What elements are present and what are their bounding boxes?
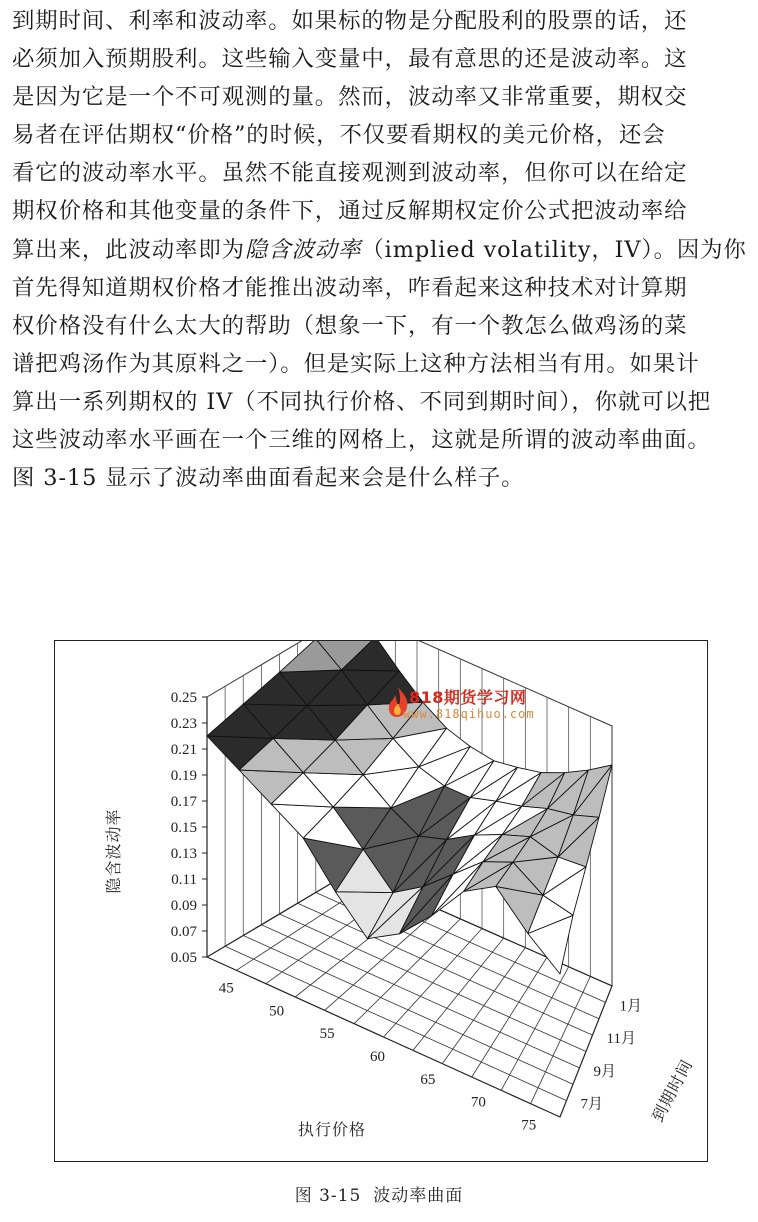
text-segment: （implied volatility，IV）。因为你 — [361, 236, 747, 263]
y-axis-label: 到期时间 — [649, 1056, 697, 1125]
z-tick-label: 0.15 — [170, 820, 197, 836]
x-axis-label: 执行价格 — [297, 1122, 367, 1139]
x-tick-label: 45 — [218, 980, 234, 997]
z-tick-label: 0.13 — [170, 846, 197, 862]
body-text — [12, 2, 752, 497]
text-segment: 必须加入预期股利。这些输入变量中，最有意思的还是波动率。这 — [12, 46, 688, 73]
x-tick-label: 50 — [269, 1003, 285, 1020]
watermark-title: 818期货学习网 — [409, 688, 527, 707]
z-tick-label: 0.07 — [170, 924, 197, 940]
text-segment: 权价格没有什么太大的帮助（想象一下，有一个教怎么做鸡汤的菜 — [12, 312, 688, 339]
z-tick-label: 0.11 — [171, 872, 197, 888]
text-line — [12, 192, 752, 230]
y-tick-label: 1月 — [619, 998, 643, 1015]
figure-caption — [0, 1181, 758, 1206]
text-line — [12, 116, 752, 154]
text-line — [12, 307, 752, 345]
x-tick-label: 75 — [521, 1117, 537, 1134]
z-axis-label: 隐含波动率 — [106, 808, 123, 894]
text-segment: 看它的波动率水平。虽然不能直接观测到波动率，但你可以在给定 — [12, 160, 688, 187]
figure-title: 波动率曲面 — [373, 1186, 464, 1206]
figure-frame — [54, 640, 708, 1162]
x-tick-label: 55 — [319, 1026, 335, 1043]
emphasis-term: 隐含波动率 — [244, 236, 362, 263]
text-line — [12, 78, 752, 116]
z-tick-label: 0.17 — [170, 794, 197, 810]
z-tick-label: 0.25 — [170, 690, 197, 706]
z-tick-label: 0.23 — [170, 716, 197, 732]
y-tick-label: 7月 — [580, 1096, 604, 1113]
text-segment: 期权价格和其他变量的条件下，通过反解期权定价公式把波动率给 — [12, 198, 688, 225]
text-line — [12, 269, 752, 307]
figure-number: 图 3-15 — [294, 1186, 362, 1206]
z-tick-label: 0.09 — [170, 898, 197, 914]
text-segment: 谱把鸡汤作为其原料之一）。但是实际上这种方法相当有用。如果计 — [12, 350, 700, 377]
y-tick-label: 9月 — [593, 1063, 617, 1080]
watermark-url: www.818qihuo.com — [403, 707, 535, 721]
text-line — [12, 459, 752, 497]
text-line — [12, 231, 752, 269]
volatility-surface-chart — [55, 641, 706, 1160]
text-line — [12, 40, 752, 78]
x-tick-label: 70 — [470, 1094, 486, 1111]
text-line — [12, 345, 752, 383]
z-tick-label: 0.19 — [170, 768, 197, 784]
y-tick-label: 11月 — [606, 1031, 636, 1048]
text-line — [12, 383, 752, 421]
z-tick-label: 0.21 — [170, 742, 197, 758]
text-line — [12, 421, 752, 459]
text-segment: 算出一系列期权的 IV（不同执行价格、不同到期时间），你就可以把 — [12, 388, 712, 415]
text-segment: 到期时间、利率和波动率。如果标的物是分配股利的股票的话，还 — [12, 8, 688, 34]
text-segment: 是因为它是一个不可观测的量。然而，波动率又非常重要，期权交 — [12, 84, 688, 111]
text-segment: 算出来，此波动率即为 — [12, 236, 245, 263]
z-tick-label: 0.05 — [170, 950, 197, 966]
text-segment: 图 3-15 显示了波动率曲面看起来会是什么样子。 — [12, 465, 525, 492]
text-segment: 首先得知道期权价格才能推出波动率，咋看起来这种技术对计算期 — [12, 274, 688, 301]
x-tick-label: 60 — [370, 1049, 385, 1065]
text-segment: 易者在评估期权“价格”的时候，不仅要看期权的美元价格，还会 — [12, 122, 666, 149]
x-tick-label: 65 — [420, 1071, 436, 1088]
text-line — [12, 2, 752, 40]
watermark — [385, 685, 565, 725]
text-line — [12, 154, 752, 192]
text-segment: 这些波动率水平画在一个三维的网格上，这就是所谓的波动率曲面。 — [12, 427, 711, 454]
